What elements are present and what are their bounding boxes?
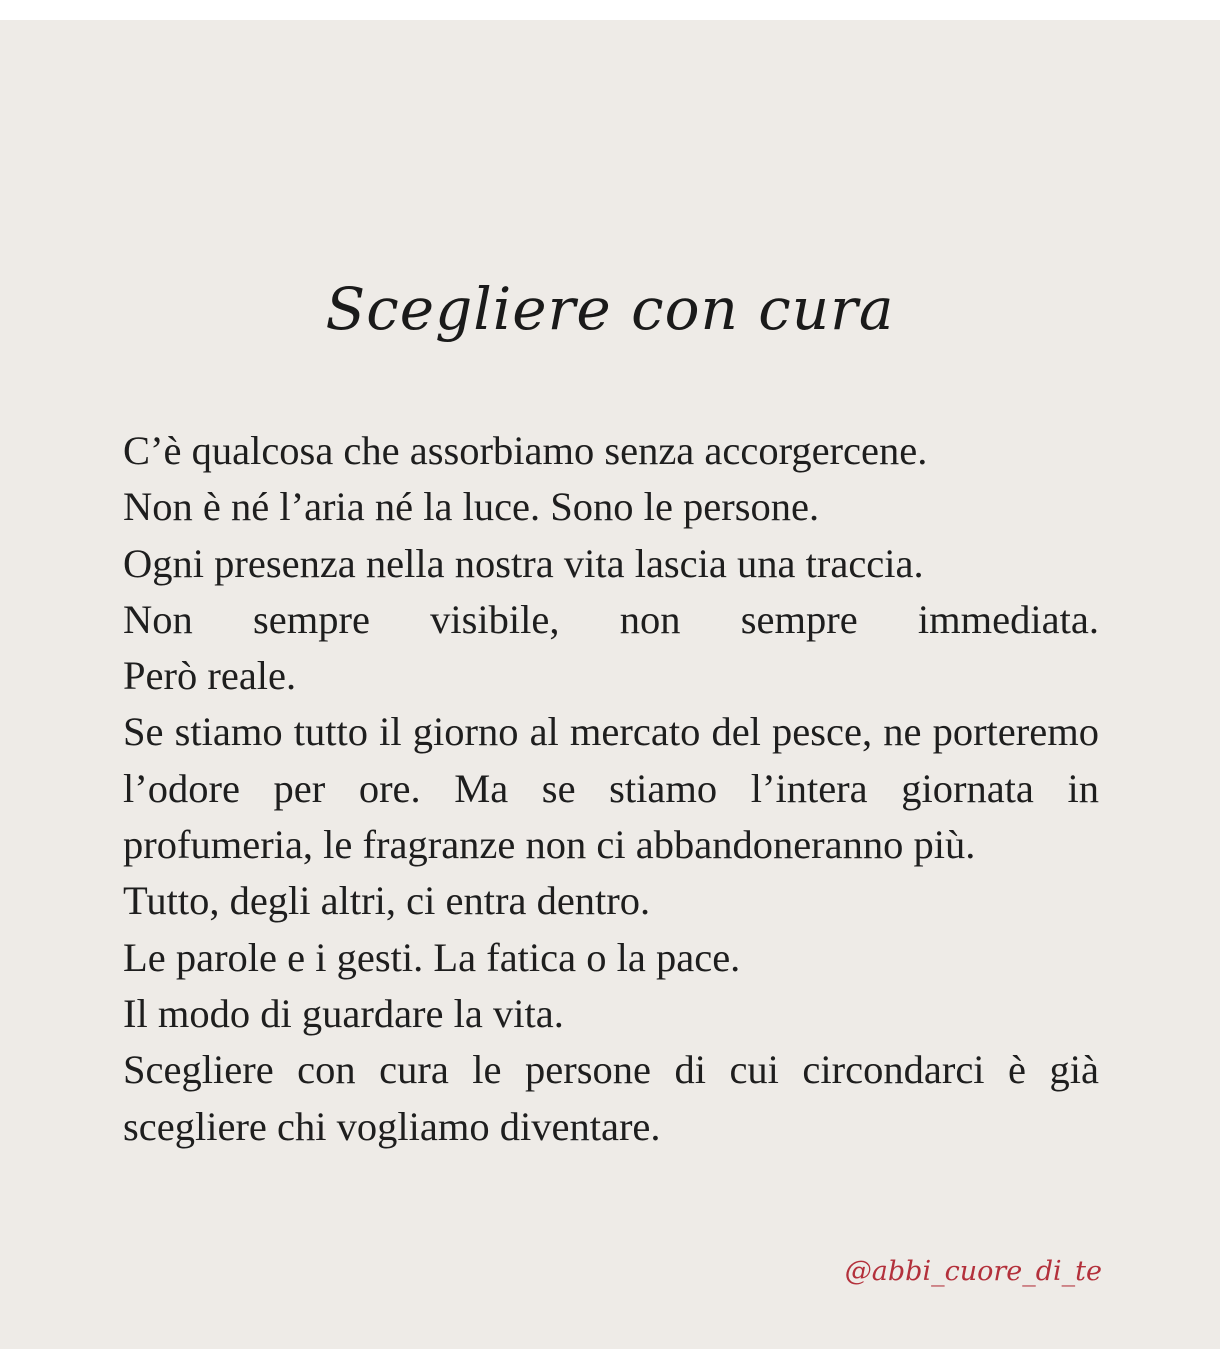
quote-body (123, 423, 1099, 1155)
quote-card (0, 20, 1220, 1349)
quote-line-7: Tutto, degli altri, ci entra dentro. (123, 878, 651, 924)
quote-title: Scegliere con cura (325, 275, 895, 343)
quote-line-9: Il modo di guardare la vita. (123, 990, 564, 1036)
quote-paragraph-conclusion: Scegliere con cura le persone di cui circondarci è già scegliere chi vogliamo diventare. (123, 1047, 1099, 1149)
quote-line-1: C’è qualcosa che assorbiamo senza accorgercene. (123, 428, 928, 473)
quote-line-5: Però reale. (123, 653, 297, 699)
quote-line-2: Non è né l’aria né la luce. Sono le persone. (123, 484, 820, 530)
author-signature: @abbi_cuore_di_te (844, 1256, 1102, 1287)
quote-line-3: Ogni presenza nella nostra vita lascia una traccia. (123, 540, 924, 586)
quote-paragraph-fish-market: Se stiamo tutto il giorno al mercato del pesce, ne porteremo l’odore per ore. Ma se stiamo l’intera giornata in profumeria, le fragranze non ci abbandoneranno più. (123, 709, 1099, 868)
quote-line-8: Le parole e i gesti. La fatica o la pace. (123, 934, 741, 980)
quote-line-4: Non sempre visibile, non sempre immediata. (123, 596, 1099, 642)
